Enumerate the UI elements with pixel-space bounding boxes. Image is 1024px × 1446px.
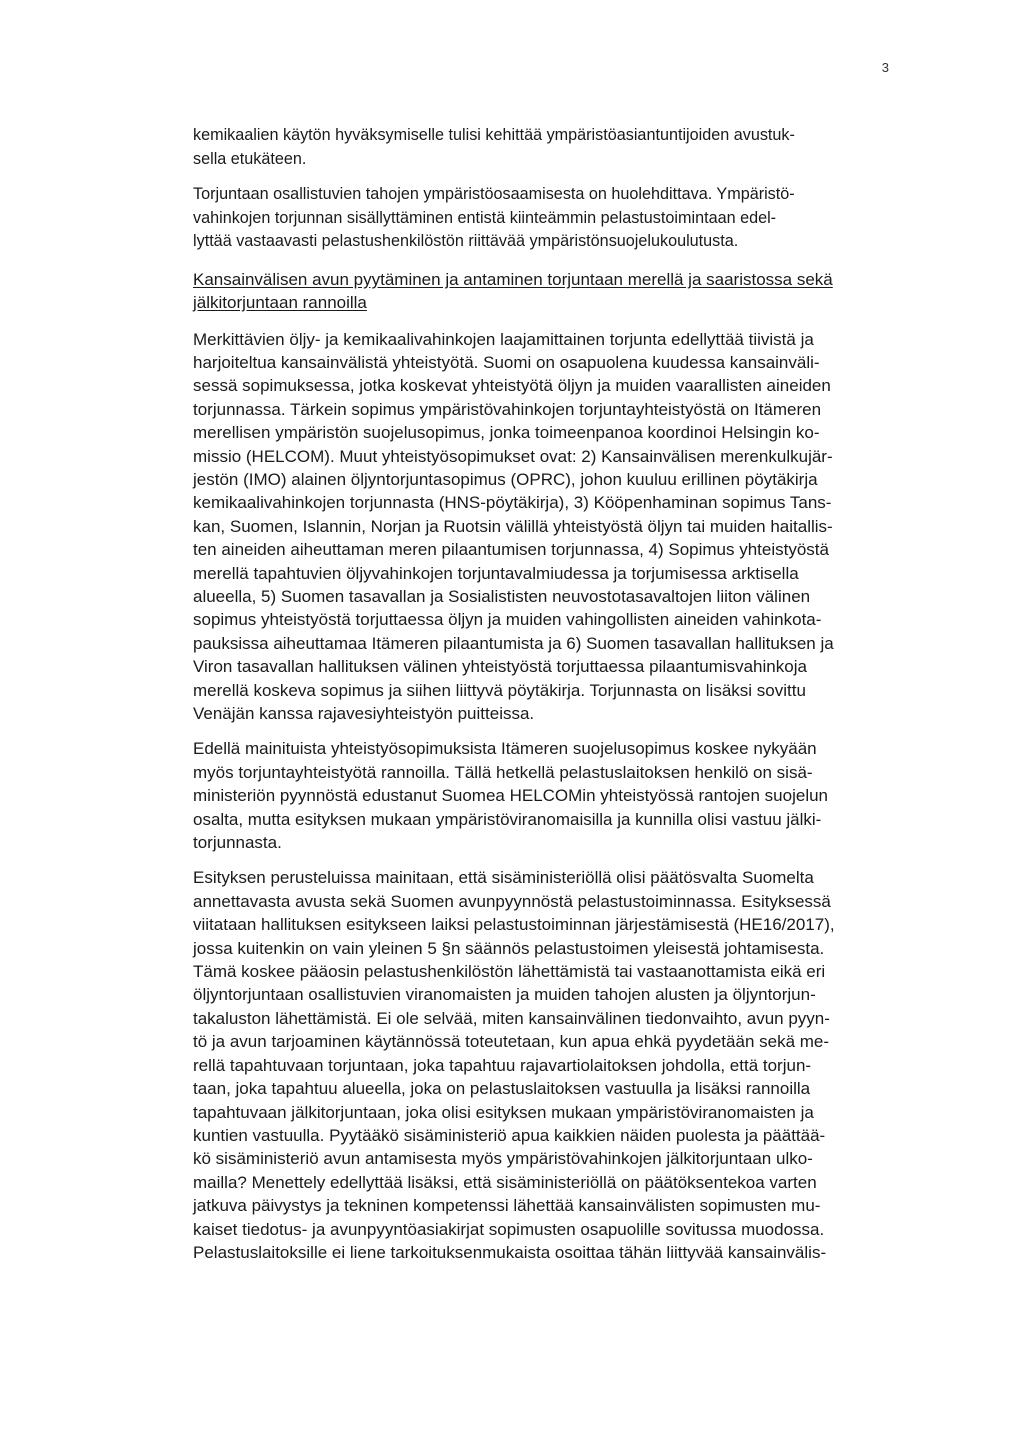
paragraph-grounds <box>193 866 905 1264</box>
text-line: merellä tapahtuvien öljyvahinkojen torjuntavalmiudessa ja torjumisessa arktisella <box>193 563 799 583</box>
heading-line: jälkitorjuntaan rannoilla <box>193 292 367 312</box>
text-line: myös torjuntayhteistyötä rannoilla. Tällä hetkellä pelastuslaitoksen henkilö on sisä- <box>193 762 813 782</box>
text-line: kemikaalien käytön hyväksymiselle tulisi kehittää ympäristöasiantuntijoiden avustuk- <box>193 126 795 144</box>
text-line: Merkittävien öljy- ja kemikaalivahinkojen laajamittainen torjunta edellyttää tiivistä ja <box>193 329 814 349</box>
text-line: torjunnasta. <box>193 833 282 853</box>
text-line: tö ja avun tarjoaminen käytännössä toteutetaan, kun apua ehkä pyydetään sekä me- <box>193 1032 830 1052</box>
text-line: merellä koskeva sopimus ja siihen liittyvä pöytäkirja. Torjunnasta on lisäksi sovittu <box>193 680 806 700</box>
text-line: sopimus yhteistyöstä torjuttaessa öljyn ja muiden vahingollisten aineiden vahinkota- <box>193 610 822 630</box>
text-line: lyttää vastaavasti pelastushenkilöstön riittävää ympäristönsuojelukoulutusta. <box>193 232 739 250</box>
paragraph-involvement <box>193 183 905 254</box>
text-line: alueella, 5) Suomen tasavallan ja Sosialististen neuvostotasavaltojen liiton välinen <box>193 586 811 606</box>
text-line: merellisen ympäristön suojelusopimus, jonka toimeenpanoa koordinoi Helsingin ko- <box>193 423 820 443</box>
text-line: takaluston lähettämistä. Ei ole selvää, miten kansainvälinen tiedonvaihto, avun pyyn- <box>193 1008 830 1028</box>
paragraph-cooperation <box>193 328 905 726</box>
text-line: harjoiteltua kansainvälistä yhteistyötä. Suomi on osapuolena kuudessa kansainväli- <box>193 352 820 372</box>
text-line: torjunnassa. Tärkein sopimus ympäristövahinkojen torjuntayhteistyöstä on Itämeren <box>193 399 822 419</box>
text-line: taan, joka tapahtuu alueella, joka on pelastuslaitoksen vastuulla ja lisäksi rannoilla <box>193 1079 811 1099</box>
text-line: Venäjän kanssa rajavesiyhteistyön puitteissa. <box>193 704 535 723</box>
section-heading <box>193 268 905 314</box>
text-line: kuntien vastuulla. Pyytääkö sisäministeriö apua kaikkien näiden puolesta ja päättää- <box>193 1125 826 1145</box>
text-line: sella etukäteen. <box>193 149 307 168</box>
text-line: vahinkojen torjunnan sisällyttäminen entistä kiinteämmin pelastustoimintaan edel- <box>193 208 777 227</box>
paragraph-intro <box>193 124 905 171</box>
text-line: kemikaalivahinkojen torjunnasta (HNS-pöytäkirja), 3) Kööpenhaminan sopimus Tans- <box>193 493 832 513</box>
text-line: kö sisäministeriö avun antamisesta myös ympäristövahinkojen jälkitorjuntaan ulko- <box>193 1149 813 1169</box>
text-line: kaiset tiedotus- ja avunpyyntöasiakirjat sopimusten osapuolille sovitussa muodossa. <box>193 1219 825 1239</box>
text-line: osalta, mutta esityksen mukaan ympäristöviranomaisilla ja kunnilla olisi vastuu jälki- <box>193 809 822 829</box>
text-line: viitataan hallituksen esitykseen laiksi pelastustoiminnan järjestämisestä (HE16/2017), <box>193 915 835 935</box>
text-line: öljyntorjuntaan osallistuvien viranomaisten ja muiden tahojen alusten ja öljyntorjun- <box>193 985 816 1005</box>
text-line: pauksissa aiheuttamaa Itämeren pilaantumista ja 6) Suomen tasavallan hallituksen ja <box>193 633 834 653</box>
text-line: Pelastuslaitoksille ei liene tarkoituksenmukaista osoittaa tähän liittyvää kansainvälis- <box>193 1242 827 1262</box>
text-line: rellä tapahtuvaan torjuntaan, joka tapahtuu rajavartiolaitoksen johdolla, että torjun- <box>193 1055 812 1075</box>
document-body <box>193 124 905 1264</box>
text-line: Esityksen perusteluissa mainitaan, että sisäministeriöllä olisi päätösvalta Suomelta <box>193 868 814 888</box>
text-line: tapahtuvaan jälkitorjuntaan, joka olisi esityksen mukaan ympäristöviranomaisten ja <box>193 1102 814 1122</box>
text-line: sessä sopimuksessa, jotka koskevat yhteistyötä öljyn ja muiden vaarallisten aineiden <box>193 376 831 396</box>
text-line: ten aineiden aiheuttaman meren pilaantumisen torjunnassa, 4) Sopimus yhteistyöstä <box>193 540 829 560</box>
text-line: kan, Suomen, Islannin, Norjan ja Ruotsin välillä yhteistyöstä öljyn tai muiden haitallis- <box>193 516 833 536</box>
text-line: ministeriön pyynnöstä edustanut Suomea HELCOMin yhteistyössä rantojen suojelun <box>193 786 829 806</box>
heading-line: Kansainvälisen avun pyytäminen ja antaminen torjuntaan merellä ja saaristossa sekä <box>193 269 833 289</box>
paragraph-helcom <box>193 737 905 854</box>
text-line: Viron tasavallan hallituksen välinen yhteistyöstä torjuttaessa pilaantumisvahinkoja <box>193 657 807 677</box>
text-line: Tämä koskee pääosin pelastushenkilöstön lähettämistä tai vastaanottamista eikä eri <box>193 962 826 982</box>
text-line: missio (HELCOM). Muut yhteistyösopimukset ovat: 2) Kansainvälisen merenkulkujär- <box>193 446 833 466</box>
text-line: Torjuntaan osallistuvien tahojen ympäristöosaamisesta on huolehdittava. Ympäristö- <box>193 185 795 203</box>
text-line: jossa kuitenkin on vain yleinen 5 §n säännös pelastustoimen yleisestä johtamisesta. <box>193 938 825 958</box>
text-line: mailla? Menettely edellyttää lisäksi, että sisäministeriöllä on päätöksentekoa varten <box>193 1172 817 1192</box>
text-line: Edellä mainituista yhteistyösopimuksista Itämeren suojelusopimus koskee nykyään <box>193 739 817 759</box>
text-line: jestön (IMO) alainen öljyntorjuntasopimus (OPRC), johon kuuluu erillinen pöytäkirja <box>193 469 818 489</box>
text-line: annettavasta avusta sekä Suomen avunpyynnöstä pelastustoiminnassa. Esityksessä <box>193 891 831 911</box>
page-number: 3 <box>881 60 889 75</box>
text-line: jatkuva päivystys ja tekninen kompetenssi lähettää kansainvälisten sopimusten mu- <box>193 1196 821 1216</box>
